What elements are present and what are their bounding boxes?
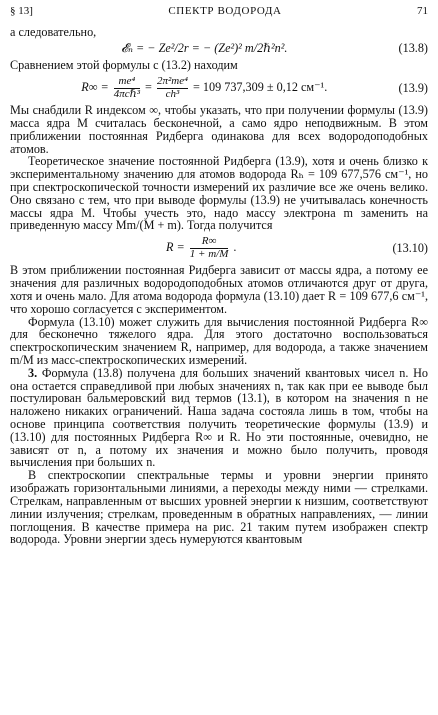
numerator: 2π²me⁴ [156,74,188,87]
equation-number: (13.10) [392,240,428,255]
equation-body [10,236,392,260]
eq-lhs: R = [166,240,185,255]
paragraph-2: Теоретическое значение постоянной Ридберга (13.9), хотя и очень близко к экспериментальному значению для атомов водорода Rₕ = 109 677,576 см⁻¹, но при спектроскопической точности измерений их различие все же очень велико. Оно связано с тем, что при выводе формулы (13.9) не учитывалась конечность массы ядра M. Чтобы учесть это, надо массу электрона m заменить на приведенную массу Mm/(M + m). Тогда получится [10,154,428,233]
equation-13-10 [10,236,428,260]
paragraph-6: В спектроскопии спектральные термы и уровни энергии принято изображать горизонтальными линиями, а переходы между ними — стрелками. Стрелкам, направленным от высших уровней энергии к низшим, соответствуют линии излучения; стрелкам, проведенным в обратных направлениях, — линии поглощения. В качестве примера на рис. 21 таким путем изображен спектр водорода. Уровни энергии здесь нумеруются квантовым [10,468,428,547]
denominator: 4πcℏ³ [113,87,140,100]
denominator: ch³ [165,87,180,100]
line-2: Сравнением этой формулы с (13.2) находим [10,58,238,73]
eq-end: . [233,240,237,255]
equation-number: (13.9) [398,80,428,95]
paragraph-4: Формула (13.10) может служить для вычисления постоянной Ридберга R∞ для бесконечно тяжелого ядра. Для этого достаточно воспользоваться спектроскопическим значением R, например, для водорода, а также значением m/M из масс-спектроскопических измерений. [10,314,428,367]
fraction-1 [114,76,140,100]
numerator: R∞ [201,235,217,248]
fraction [190,236,229,260]
chapter-title: СПЕКТР ВОДОРОДА [168,5,282,17]
item-number: 3. [28,365,38,380]
section-ref: § 13] [10,5,33,17]
paragraph-5 [10,367,428,470]
equals-sign: = [145,79,152,94]
denominator: 1 + m/M [189,247,229,260]
equation-number: (13.8) [398,41,428,56]
paragraph-3: В этом приближении постоянная Ридберга зависит от массы ядра, а потому ее значения для различных водородоподобных атомов отличаются друг от друга, хотя и очень мало. Для атома водорода формула (13.10) дает R = 109 677,6 см⁻¹, что хорошо согласуется с экспериментом. [10,263,428,316]
equation-13-8 [10,42,428,55]
running-header [10,6,428,18]
page-number: 71 [417,5,428,17]
paragraph-5-text: Формула (13.8) получена для больших значений квантовых чисел n. Но она остается справедливой при любых значениях n, так как при ее выводе был постулирован бальмеровский вид термов (13.1), в котором на значения n не наложено никаких ограничений. Наша задача состояла лишь в том, чтобы на основе принципа соответствия получить теоретические формулы (13.9) и (13.10) для постоянных Ридберга R∞ и R. Но эти постоянные, очевидно, не зависят от n, а потому их значения и можно было получить, проводя вычисления при больших n. [10,365,429,470]
equation-13-9 [10,76,428,100]
equation-body [10,76,399,100]
eq-lhs: R∞ = [81,79,109,94]
numerator: me⁴ [118,74,136,87]
eq-rhs: = 109 737,309 ± 0,12 см⁻¹. [192,79,328,94]
paragraph-1: Мы снабдили R индексом ∞, чтобы указать, что при получении формулы (13.9) масса ядра M считалась бесконечной, а само ядро неподвижным. В этом приближении постоянная Ридберга одинакова для всех водородоподобных атомов. [10,103,428,156]
equation-body: 𝓔ₙ = − Ze²/2r = − (Ze²)² m/2ℏ²n². [121,41,288,56]
fraction-2 [157,76,188,100]
line-1: а следовательно, [10,24,97,39]
